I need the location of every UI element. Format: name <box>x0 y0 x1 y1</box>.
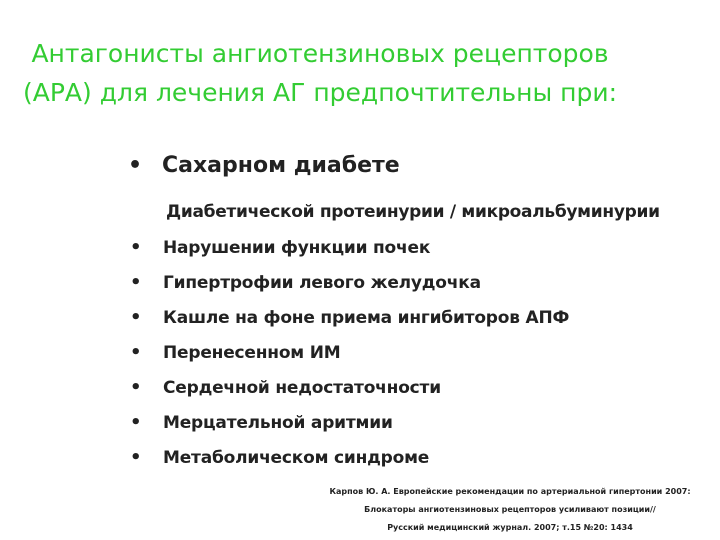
bullet-icon: • <box>130 237 142 258</box>
list-item <box>130 335 569 370</box>
bullet-icon: • <box>130 412 142 433</box>
list-item <box>130 370 569 405</box>
bullet-icon: • <box>130 272 142 293</box>
list-item <box>130 300 569 335</box>
list-item-label: Гипертрофии левого желудочка <box>163 273 481 293</box>
list-item-label: Кашле на фоне приема ингибиторов АПФ <box>163 308 570 328</box>
list-item <box>130 405 569 440</box>
main-bullet-item <box>128 153 400 178</box>
bullet-icon: • <box>130 447 142 468</box>
list-item-label: Метаболическом синдроме <box>163 448 430 468</box>
list-item <box>130 440 569 475</box>
list-item-label: Сердечной недостаточности <box>163 378 441 398</box>
list-item <box>130 265 569 300</box>
bullet-icon: • <box>130 307 142 328</box>
slide-title <box>0 34 640 112</box>
slide-title-line-2: (АРА) для лечения АГ предпочтительны при: <box>22 78 618 107</box>
bullet-list <box>130 230 569 475</box>
list-item-label: Нарушении функции почек <box>163 238 431 258</box>
list-item <box>130 230 569 265</box>
list-item-label: Мерцательной аритмии <box>163 413 393 433</box>
citation-line-3: Русский медицинский журнал. 2007; т.15 №20: 1434 <box>387 523 633 532</box>
citation <box>300 483 720 537</box>
citation-line-2: Блокаторы ангиотензиновых рецепторов усиливают позиции// <box>364 505 656 514</box>
bullet-icon: • <box>128 153 143 178</box>
main-bullet-label: Сахарном диабете <box>162 153 400 178</box>
slide-title-line-1: Антагонисты ангиотензиновых рецепторов <box>31 39 609 68</box>
bullet-icon: • <box>130 342 142 363</box>
sub-bullet-text: Диабетической протеинурии / микроальбуминурии <box>166 202 660 222</box>
citation-line-1: Карпов Ю. А. Европейские рекомендации по артериальной гипертонии 2007: <box>329 487 691 496</box>
list-item-label: Перенесенном ИМ <box>163 343 341 363</box>
bullet-icon: • <box>130 377 142 398</box>
